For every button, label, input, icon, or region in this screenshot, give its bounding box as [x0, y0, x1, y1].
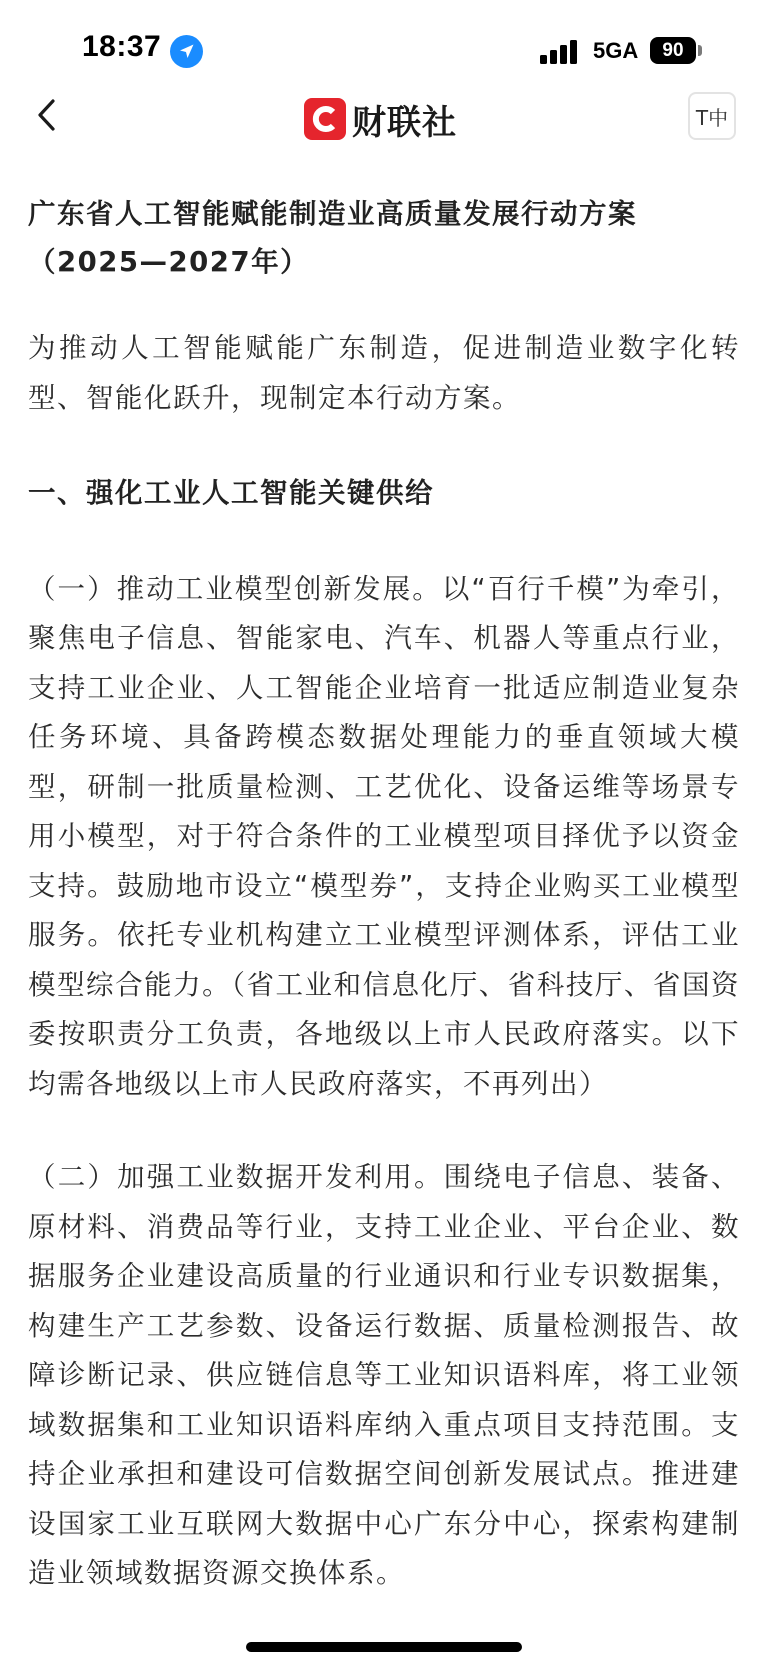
battery-icon	[650, 37, 696, 64]
nav-bar	[0, 80, 768, 158]
item-paragraph-1: （一）推动工业模型创新发展。以“百行千模”为牵引，聚焦电子信息、智能家电、汽车、机器人等重点行业，支持工业企业、人工智能企业培育一批适应制造业复杂任务环境、具备跨模态数据处理能力的垂直领域大模型，研制一批质量检测、工艺优化、设备运维等场景专用小模型，对于符合条件的工业模型项目择优予以资金支持。鼓励地市设立“模型券”，支持企业购买工业模型服务。依托专业机构建立工业模型评测体系，评估工业模型综合能力。（省工业和信息化厅、省科技厅、省国资委按职责分工负责，各地级以上市人民政府落实。以下均需各地级以上市人民政府落实，不再列出）	[28, 572, 740, 1100]
logo-mark-icon	[304, 98, 346, 140]
back-button[interactable]	[22, 80, 72, 150]
battery-level: 90	[662, 39, 684, 61]
network-type-label: 5GA	[593, 38, 639, 63]
article-body	[28, 190, 740, 1599]
intro-paragraph: 为推动人工智能赋能广东制造，促进制造业数字化转型、智能化跃升，现制定本行动方案。	[28, 332, 740, 414]
battery-tip	[698, 45, 702, 56]
item-paragraph-2: （二）加强工业数据开发利用。围绕电子信息、装备、原材料、消费品等行业，支持工业企业、平台企业、数据服务企业建设高质量的行业通识和行业专识数据集，构建生产工艺参数、设备运行数据、质量检测报告、故障诊断记录、供应链信息等工业知识语料库，将工业领域数据集和工业知识语料库纳入重点项目支持范围。支持企业承担和建设可信数据空间创新发展试点。推进建设国家工业互联网大数据中心广东分中心，探索构建制造业领域数据资源交换体系。	[28, 1161, 740, 1589]
chevron-left-icon	[36, 98, 58, 132]
article-title: 广东省人工智能赋能制造业高质量发展行动方案（2025—2027年）	[28, 198, 637, 278]
section-heading: 一、强化工业人工智能关键供给	[28, 477, 434, 509]
location-arrow-icon	[170, 35, 203, 68]
cls-logo	[304, 97, 457, 141]
logo-text: 财联社	[352, 102, 457, 143]
home-indicator[interactable]	[246, 1642, 522, 1652]
cellular-signal-icon	[540, 40, 580, 64]
status-time: 18:37	[82, 30, 162, 63]
font-size-button[interactable]: T中	[688, 92, 736, 140]
